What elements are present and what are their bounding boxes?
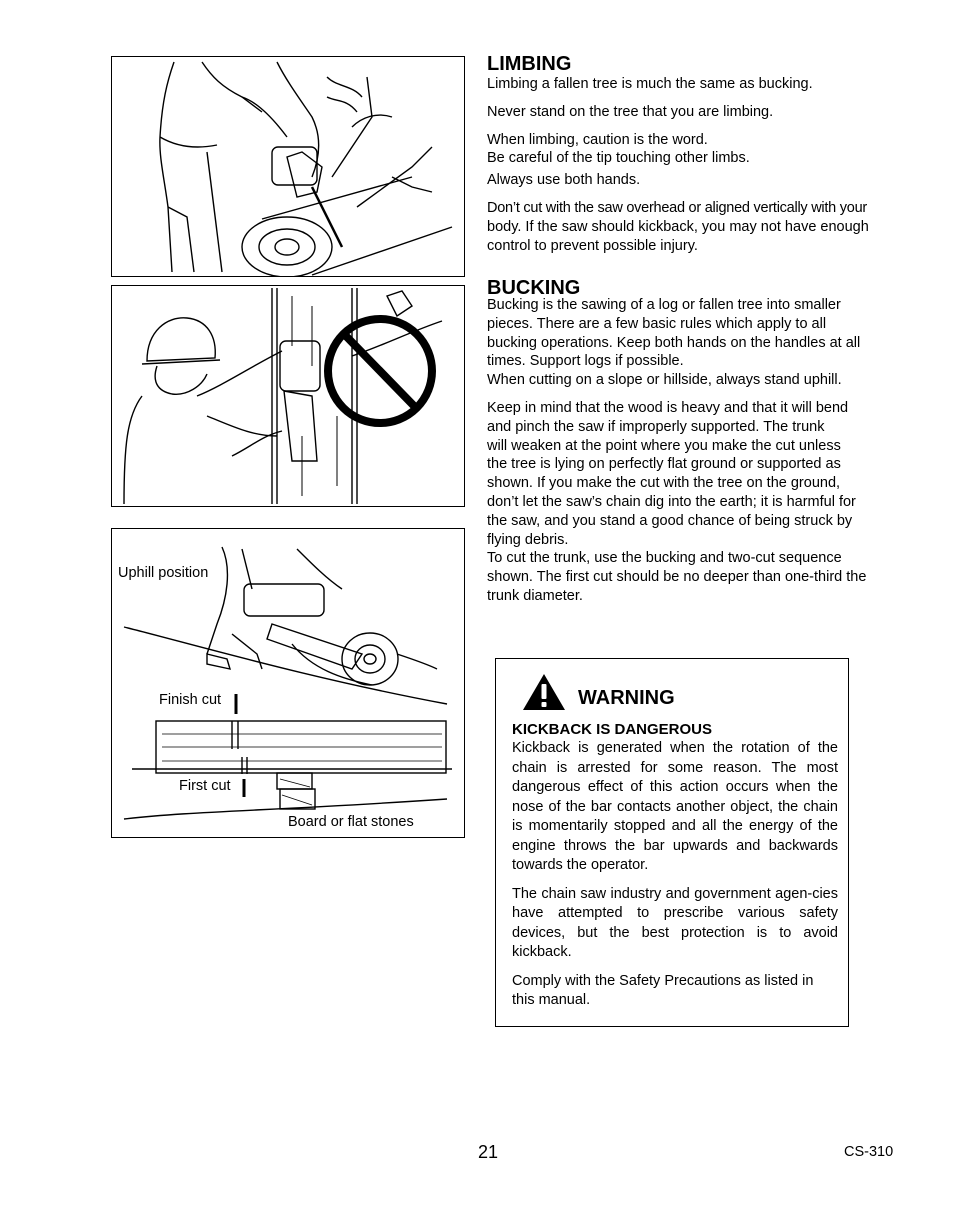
bucking-paragraph: the tree is lying on perfectly flat ground or supported as (487, 456, 841, 473)
bucking-paragraph: and pinch the saw if improperly supported. The trunk (487, 418, 825, 435)
bucking-paragraph: flying debris. (487, 531, 569, 548)
bucking-paragraph: shown. If you make the cut with the tree on the ground, (487, 475, 841, 492)
warning-triangle-icon (522, 673, 566, 711)
bucking-paragraph: Bucking is the sawing of a log or fallen tree into smaller (487, 297, 841, 313)
limbing-paragraph: When limbing, caution is the word. (487, 131, 708, 148)
finish-cut-label: Finish cut (159, 692, 222, 708)
bucking-paragraph: don’t let the saw’s chain dig into the earth; it is harmful for (487, 493, 856, 510)
limbing-heading: LIMBING (487, 53, 572, 75)
limbing-paragraph: control to prevent possible injury. (487, 237, 698, 254)
limbing-section (487, 53, 897, 255)
warning-title: WARNING (578, 687, 675, 709)
limbing-paragraph: Don’t cut with the saw overhead or aligned vertically with your (487, 199, 867, 216)
overhead-cutting-figure (111, 285, 465, 507)
limbing-paragraph: Limbing a fallen tree is much the same as bucking. (487, 76, 813, 92)
bucking-paragraph: bucking operations. Keep both hands on the handles at all (487, 334, 861, 351)
uphill-position-label: Uphill position (118, 565, 209, 581)
limbing-illustration (112, 57, 464, 276)
bucking-section (487, 277, 897, 606)
limbing-paragraph: body. If the saw should kickback, you may not have enough (487, 218, 869, 235)
limbing-paragraph: Be careful of the tip touching other limbs. (487, 150, 750, 167)
warning-paragraph: Comply with the Safety Precautions as listed in this manual. (512, 972, 814, 1008)
first-cut-label: First cut (179, 778, 231, 794)
limbing-paragraph: Always use both hands. (487, 172, 641, 189)
page-number: 21 (478, 1142, 499, 1162)
warning-subtitle: KICKBACK IS DANGEROUS (512, 721, 713, 738)
limbing-paragraph: Never stand on the tree that you are limbing. (487, 103, 774, 120)
bucking-paragraph: pieces. There are a few basic rules which apply to all (487, 315, 827, 332)
prohibition-icon (112, 286, 464, 506)
bucking-paragraph: trunk diameter. (487, 587, 583, 604)
warning-paragraph: Kickback is generated when the rotation of the chain is arrested for some reason. The most dangerous effect of this action occurs when the nose of the bar contacts another object, the chain is momentarily stopped and all the energy of the engine throws the bar upwards and backwards towards the operator. (512, 740, 838, 873)
limbing-figure (111, 56, 465, 277)
bucking-heading: BUCKING (487, 277, 581, 299)
bucking-paragraph: will weaken at the point where you make the cut unless (487, 437, 841, 454)
bucking-figure (111, 528, 465, 838)
model-number: CS-310 (844, 1144, 894, 1160)
board-label: Board or flat stones (288, 814, 414, 830)
bucking-paragraph: the saw, and you stand a good chance of being struck by (487, 512, 853, 529)
warning-paragraph: The chain saw industry and government agen-cies have attempted to prescribe various safety devices, but the best protection is to avoid kickback. (512, 885, 838, 960)
bucking-paragraph: times. Support logs if possible. (487, 353, 684, 370)
warning-box (495, 658, 849, 1027)
warning-body (512, 720, 838, 1011)
bucking-paragraph: When cutting on a slope or hillside, always stand uphill. (487, 372, 842, 389)
bucking-paragraph: To cut the trunk, use the bucking and two-cut sequence (487, 550, 842, 567)
bucking-paragraph: shown. The first cut should be no deeper than one-third the (487, 569, 867, 586)
bucking-paragraph: Keep in mind that the wood is heavy and that it will bend (487, 399, 849, 416)
